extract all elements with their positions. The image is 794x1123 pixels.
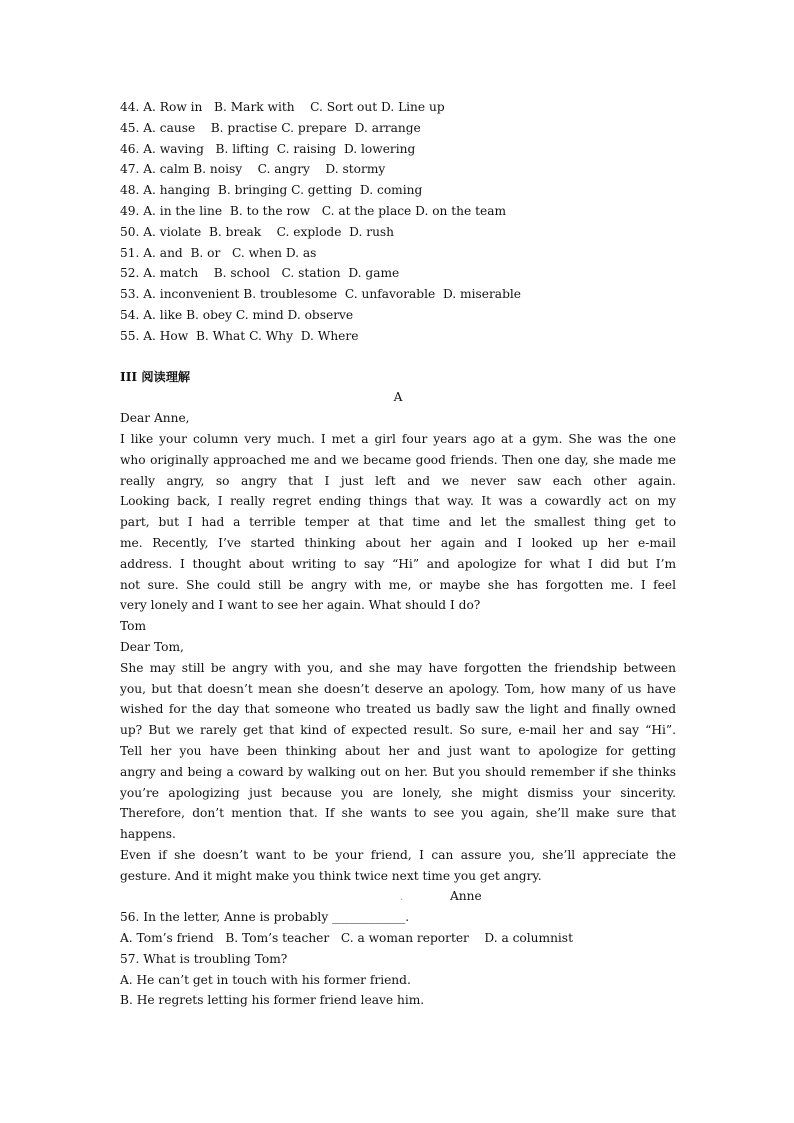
letter-to-tom (120, 637, 676, 907)
letter-line: up? But we rarely get that kind of expected result. So sure, e-mail her and say “Hi”. (120, 723, 676, 738)
option-line-45: 45. A. cause B. practise C. prepare D. arrange (120, 120, 421, 135)
option-list (120, 97, 676, 347)
letter-greeting: Dear Anne, (120, 411, 190, 426)
letter-line: not sure. She could still be angry with me, or maybe she has forgotten me. I feel (120, 577, 676, 592)
letter-line: Therefore, don’t mention that. If she wants to see you again, she’ll make sure that (120, 806, 676, 821)
option-line-46: 46. A. waving B. lifting C. raising D. lowering (120, 141, 416, 156)
letter-line: Tell her you have been thinking about her and just want to apologize for getting (120, 743, 676, 758)
letter-line: very lonely and I want to see her again. What should I do? (120, 598, 481, 613)
section-title: III 阅读理解 (120, 369, 191, 384)
letter-line: happens. (120, 827, 176, 842)
option-line-44: 44. A. Row in B. Mark with C. Sort out D. Line up (120, 100, 445, 114)
option-line-48: 48. A. hanging B. bringing C. getting D. coming (120, 183, 423, 198)
question-56: 56. In the letter, Anne is probably ____________. (120, 910, 410, 925)
letter-signature: Tom (120, 619, 147, 634)
letter-signature-row (120, 886, 676, 907)
option-line-51: 51. A. and B. or C. when D. as (120, 245, 317, 260)
option-line-47: 47. A. calm B. noisy C. angry D. stormy (120, 162, 386, 177)
letter-line: address. I thought about writing to say “Hi” and apologize for what I did but I’m (120, 556, 676, 571)
stray-dot: . (400, 892, 404, 904)
letter-line: wished for the day that someone who treated us badly saw the light and finally owned (120, 702, 676, 717)
question-56-options: A. Tom’s friend B. Tom’s teacher C. a woman reporter D. a columnist (120, 931, 573, 946)
option-line-52: 52. A. match B. school C. station D. game (120, 266, 400, 281)
letter-line: who originally approached me and we became good friends. Then one day, she made me (120, 452, 676, 467)
letter-line: I like your column very much. I met a girl four years ago at a gym. She was the one (120, 431, 676, 446)
letter-signature: Anne (450, 889, 482, 904)
option-line-50: 50. A. violate B. break C. explode D. rush (120, 224, 395, 239)
letter-line: part, but I had a terrible temper at that time and let the smallest thing get to (120, 515, 676, 530)
option-line-53: 53. A. inconvenient B. troublesome C. unfavorable D. miserable (120, 287, 521, 302)
letter-line: you’re apologizing just because you are lonely, she might dismiss your sincerity. (120, 785, 676, 800)
question-57-option-a: A. He can’t get in touch with his former friend. (120, 972, 411, 987)
letter-line: really angry, so angry that I just left and we never saw each other again. (120, 473, 676, 488)
letter-greeting: Dear Tom, (120, 639, 184, 654)
question-list (120, 907, 676, 1011)
option-line-54: 54. A. like B. obey C. mind D. observe (120, 307, 354, 322)
letter-line: angry and being a coward by walking out on her. But you should remember if she thinks (120, 764, 676, 779)
question-57-option-b: B. He regrets letting his former friend leave him. (120, 993, 425, 1008)
part-label: A (393, 390, 403, 405)
letter-line: me. Recently, I’ve started thinking about her again and I looked up her e-mail (120, 535, 676, 550)
letter-line: Even if she doesn’t want to be your friend, I can assure you, she’ll appreciate the (120, 847, 676, 862)
option-line-49: 49. A. in the line B. to the row C. at the place D. on the team (120, 203, 507, 218)
question-57: 57. What is troubling Tom? (120, 951, 288, 966)
option-line-55: 55. A. How B. What C. Why D. Where (120, 328, 359, 343)
letter-line: She may still be angry with you, and she may have forgotten the friendship between (120, 660, 676, 675)
letter-line: gesture. And it might make you think twice next time you get angry. (120, 868, 542, 883)
document-content (120, 97, 676, 1011)
letter-line: you, but that doesn’t mean she doesn’t deserve an apology. Tom, how many of us have (120, 681, 676, 696)
letter-line: Looking back, I really regret ending things that way. It was a cowardly act on my (120, 494, 676, 509)
letter-to-anne (120, 408, 676, 637)
